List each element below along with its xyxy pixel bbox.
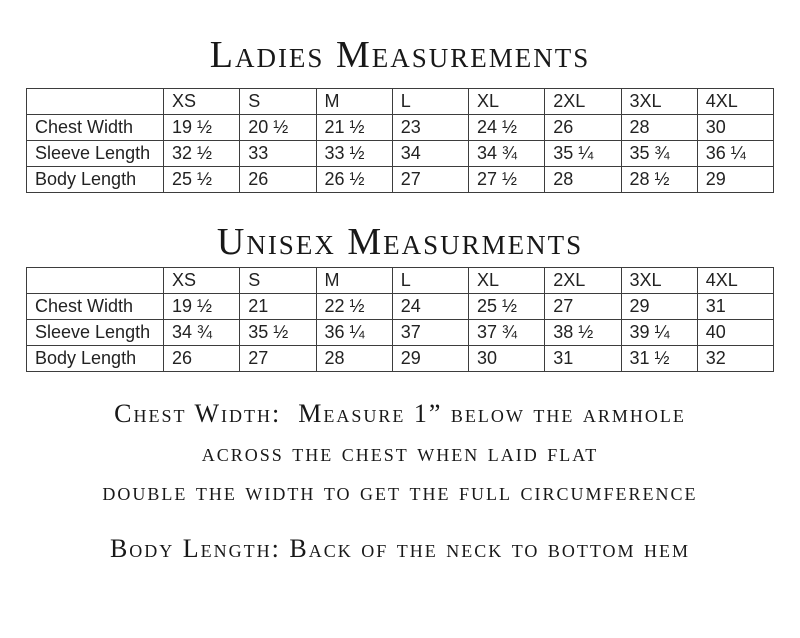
measurement-cell: 31 bbox=[545, 346, 621, 372]
row-label: Body Length bbox=[27, 346, 164, 372]
row-label: Chest Width bbox=[27, 115, 164, 141]
corner-cell bbox=[27, 89, 164, 115]
measurement-cell: 23 bbox=[392, 115, 468, 141]
measurement-cell: 27 bbox=[545, 294, 621, 320]
measurement-cell: 33 ½ bbox=[316, 141, 392, 167]
measurement-cell: 28 bbox=[545, 167, 621, 193]
size-column-header: 3XL bbox=[621, 268, 697, 294]
size-header-row bbox=[27, 268, 774, 294]
measurement-cell: 32 bbox=[697, 346, 773, 372]
size-column-header: 2XL bbox=[545, 268, 621, 294]
size-column-header: 2XL bbox=[545, 89, 621, 115]
measurement-cell: 27 ½ bbox=[469, 167, 545, 193]
chest-width-note-line3: double the width to get the full circumference bbox=[102, 477, 698, 506]
measurement-cell: 34 bbox=[392, 141, 468, 167]
row-label: Body Length bbox=[27, 167, 164, 193]
measurement-cell: 24 ½ bbox=[469, 115, 545, 141]
size-column-header: XL bbox=[469, 89, 545, 115]
ladies-measurements-table bbox=[26, 88, 774, 193]
measurement-cell: 29 bbox=[697, 167, 773, 193]
measurement-cell: 30 bbox=[469, 346, 545, 372]
measurement-cell: 28 bbox=[316, 346, 392, 372]
measurement-cell: 37 ¾ bbox=[469, 320, 545, 346]
chest-width-note-line2: across the chest when laid flat bbox=[201, 438, 599, 467]
size-column-header: M bbox=[316, 268, 392, 294]
measurement-row bbox=[27, 320, 774, 346]
measurement-row bbox=[27, 141, 774, 167]
measurement-cell: 40 bbox=[697, 320, 773, 346]
measurement-cell: 30 bbox=[697, 115, 773, 141]
measurement-cell: 36 ¼ bbox=[697, 141, 773, 167]
measurement-cell: 19 ½ bbox=[164, 115, 240, 141]
measurement-cell: 19 ½ bbox=[164, 294, 240, 320]
size-column-header: S bbox=[240, 89, 316, 115]
ladies-measurements-title: Ladies Measurements bbox=[209, 34, 591, 76]
measurement-cell: 27 bbox=[240, 346, 316, 372]
measurement-cell: 37 bbox=[392, 320, 468, 346]
measurement-cell: 35 ¾ bbox=[621, 141, 697, 167]
measurement-cell: 21 ½ bbox=[316, 115, 392, 141]
measurement-cell: 38 ½ bbox=[545, 320, 621, 346]
size-header-row bbox=[27, 89, 774, 115]
measurement-cell: 36 ¼ bbox=[316, 320, 392, 346]
row-label: Sleeve Length bbox=[27, 320, 164, 346]
measurement-cell: 39 ¼ bbox=[621, 320, 697, 346]
size-column-header: 4XL bbox=[697, 89, 773, 115]
measurement-cell: 35 ¼ bbox=[545, 141, 621, 167]
measurement-cell: 34 ¾ bbox=[469, 141, 545, 167]
size-column-header: S bbox=[240, 268, 316, 294]
measurement-cell: 33 bbox=[240, 141, 316, 167]
size-column-header: M bbox=[316, 89, 392, 115]
measurement-cell: 22 ½ bbox=[316, 294, 392, 320]
measurement-row bbox=[27, 115, 774, 141]
measurement-cell: 25 ½ bbox=[164, 167, 240, 193]
measurement-cell: 26 ½ bbox=[316, 167, 392, 193]
measurement-cell: 28 ½ bbox=[621, 167, 697, 193]
measurement-row bbox=[27, 294, 774, 320]
measurement-cell: 21 bbox=[240, 294, 316, 320]
measurement-cell: 31 ½ bbox=[621, 346, 697, 372]
unisex-measurements-table bbox=[26, 267, 774, 372]
size-column-header: XS bbox=[164, 268, 240, 294]
measurement-cell: 29 bbox=[621, 294, 697, 320]
measurement-cell: 35 ½ bbox=[240, 320, 316, 346]
measurement-row bbox=[27, 167, 774, 193]
size-column-header: 4XL bbox=[697, 268, 773, 294]
size-column-header: XL bbox=[469, 268, 545, 294]
body-length-note: Body Length: Back of the neck to bottom hem bbox=[109, 534, 691, 563]
measurement-cell: 32 ½ bbox=[164, 141, 240, 167]
size-column-header: L bbox=[392, 89, 468, 115]
size-column-header: 3XL bbox=[621, 89, 697, 115]
measurement-cell: 28 bbox=[621, 115, 697, 141]
measurement-cell: 34 ¾ bbox=[164, 320, 240, 346]
size-column-header: L bbox=[392, 268, 468, 294]
measurement-row bbox=[27, 346, 774, 372]
measurement-cell: 26 bbox=[240, 167, 316, 193]
row-label: Sleeve Length bbox=[27, 141, 164, 167]
chest-width-note-line1: Chest Width: Measure 1” below the armhole bbox=[114, 399, 686, 428]
measurement-cell: 29 bbox=[392, 346, 468, 372]
unisex-measurements-title: Unisex Measurments bbox=[216, 221, 584, 263]
measurement-cell: 20 ½ bbox=[240, 115, 316, 141]
row-label: Chest Width bbox=[27, 294, 164, 320]
measurement-cell: 24 bbox=[392, 294, 468, 320]
chest-width-note bbox=[0, 394, 800, 511]
measurement-cell: 27 bbox=[392, 167, 468, 193]
measurement-cell: 26 bbox=[164, 346, 240, 372]
measurement-cell: 25 ½ bbox=[469, 294, 545, 320]
measurement-cell: 31 bbox=[697, 294, 773, 320]
corner-cell bbox=[27, 268, 164, 294]
size-column-header: XS bbox=[164, 89, 240, 115]
measurement-cell: 26 bbox=[545, 115, 621, 141]
